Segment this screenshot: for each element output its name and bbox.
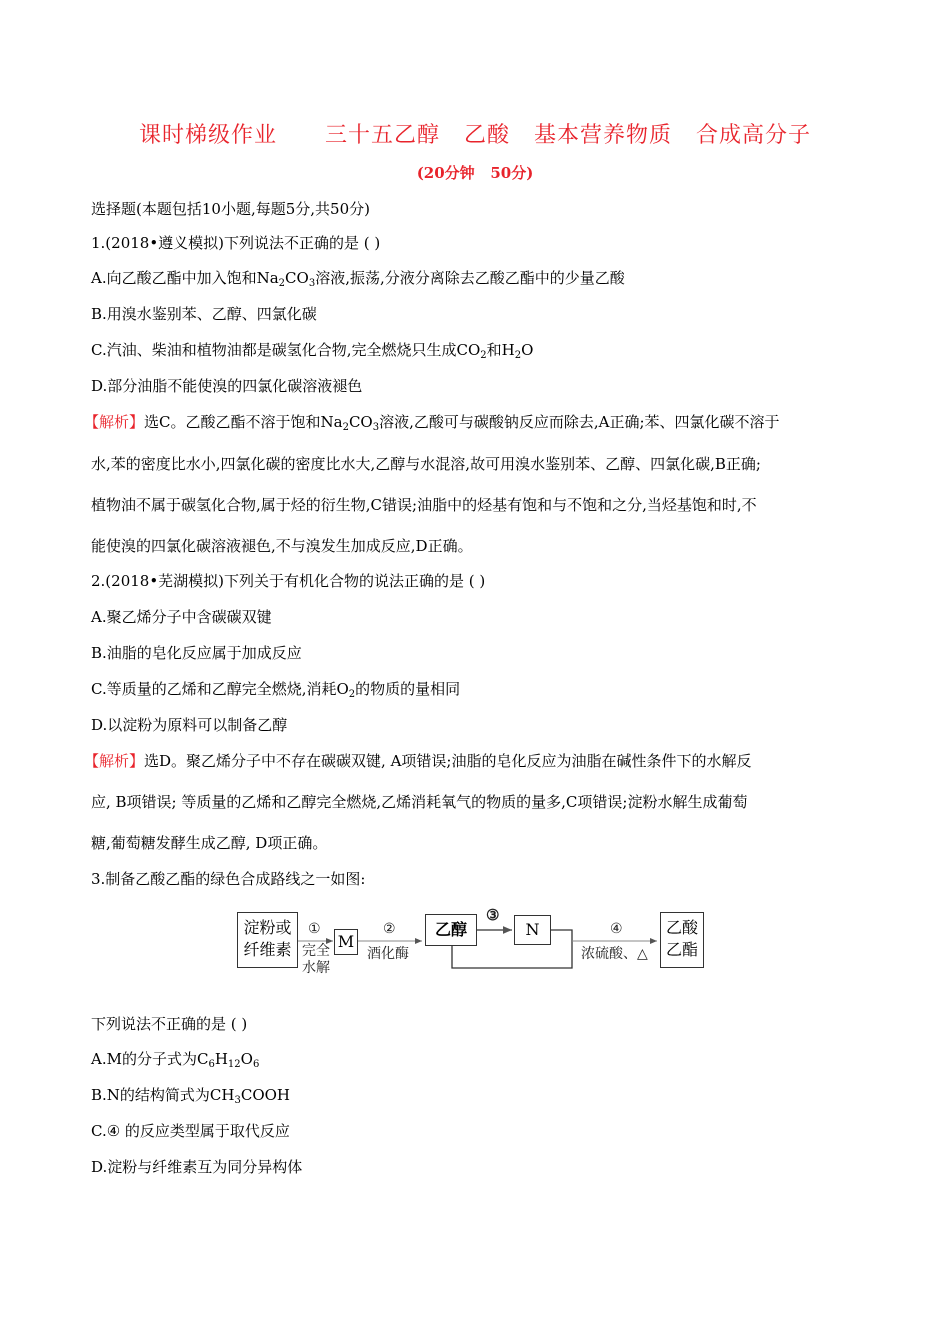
hydrolysis-condition: 完全 水解	[302, 943, 330, 976]
q3-option-c: C.④ 的反应类型属于取代反应	[91, 1122, 290, 1140]
q3-option-d: D.淀粉与纤维素互为同分异构体	[91, 1158, 303, 1176]
ethyl-acetate-box: 乙酸 乙酯	[660, 912, 704, 968]
q3-stem: 3.制备乙酸乙酯的绿色合成路线之一如图:	[91, 870, 366, 888]
q2-option-c: C.等质量的乙烯和乙醇完全燃烧,消耗$O_2$的物质的量相同	[91, 680, 461, 700]
q2-stem: 2.(2018•芜湖模拟)下列关于有机化合物的说法正确的是 ( )	[91, 572, 486, 590]
q1-stem: 1.(2018•遵义模拟)下列说法不正确的是 ( )	[91, 234, 381, 252]
analysis-tag: 【解析】	[84, 413, 145, 431]
q2-option-d: D.以淀粉为原料可以制备乙醇	[91, 716, 288, 734]
compound-m-box: M	[334, 929, 358, 955]
acid-heat-condition: 浓硫酸、△	[581, 946, 648, 962]
ethanol-box: 乙醇	[425, 914, 477, 946]
page-title: 课时梯级作业 三十五乙醇 乙酸 基本营养物质 合成高分子	[139, 123, 811, 148]
starch-cellulose-box: 淀粉或 纤维素	[237, 912, 298, 968]
zymase-condition: 酒化酶	[367, 946, 409, 962]
q1-analysis-line4: 能使溴的四氯化碳溶液褪色,不与溴发生加成反应,D正确。	[91, 537, 473, 555]
q1-analysis-line3: 植物油不属于碳氢化合物,属于烃的衍生物,C错误;油脂中的烃基有饱和与不饱和之分,当烃基饱和时,不	[91, 496, 757, 514]
q1-analysis-line1: 【解析】选C。乙酸乙酯不溶于饱和$Na_2CO_3$溶液,乙酸可与碳酸钠反应而除去,A正确;苯、四氯化碳不溶于	[84, 413, 780, 433]
q3-question: 下列说法不正确的是 ( )	[91, 1015, 248, 1033]
q1-option-c: C.汽油、柴油和植物油都是碳氢化合物,完全燃烧只生成$CO_2$和$H_2O$	[91, 341, 534, 361]
q1-option-d: D.部分油脂不能使溴的四氯化碳溶液褪色	[91, 377, 363, 395]
q1-analysis-line2: 水,苯的密度比水小,四氯化碳的密度比水大,乙醇与水混溶,故可用溴水鉴别苯、乙醇、四氯化碳,B正确;	[91, 455, 761, 473]
q2-analysis-line1: 【解析】选D。聚乙烯分子中不存在碳碳双键, A项错误;油脂的皂化反应为油脂在碱性条件下的水解反	[84, 752, 752, 770]
section-intro: 选择题(本题包括10小题,每题5分,共50分)	[91, 200, 370, 218]
compound-n-box: N	[514, 915, 551, 945]
q2-analysis-line2: 应, B项错误; 等质量的乙烯和乙醇完全燃烧,乙烯消耗氧气的物质的量多,C项错误;淀粉水解生成葡萄	[91, 793, 748, 811]
step-4-label: ④	[610, 921, 623, 937]
step-2-label: ②	[383, 921, 396, 937]
q1-option-b: B.用溴水鉴别苯、乙醇、四氯化碳	[91, 305, 317, 323]
step-3-label: ③	[486, 906, 500, 924]
analysis-tag: 【解析】	[84, 752, 145, 770]
step-1-label: ①	[308, 921, 321, 937]
q3-option-a: A.M的分子式为$C_6H_{12}O_6$	[91, 1050, 260, 1070]
q3-option-b: B.N的结构简式为$CH_3COOH$	[91, 1086, 291, 1106]
q1-option-a: A.向乙酸乙酯中加入饱和$Na_2CO_3$溶液,振荡,分液分离除去乙酸乙酯中的少量乙酸	[91, 269, 625, 289]
q2-option-a: A.聚乙烯分子中含碳碳双键	[91, 608, 272, 626]
page-subtitle: (20分钟 50分)	[416, 164, 534, 182]
q2-option-b: B.油脂的皂化反应属于加成反应	[91, 644, 302, 662]
q2-analysis-line3: 糖,葡萄糖发酵生成乙醇, D项正确。	[91, 834, 328, 852]
